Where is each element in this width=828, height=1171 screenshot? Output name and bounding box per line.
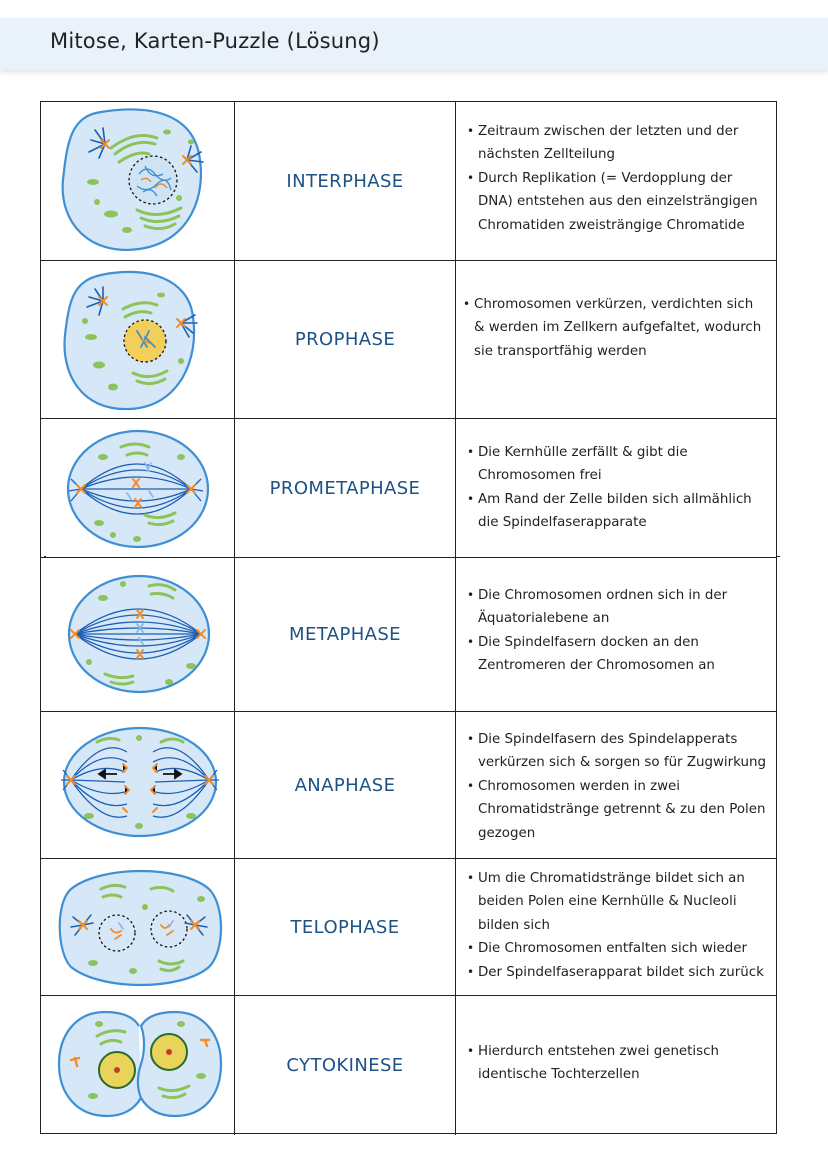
row-divider-overshoot-left: [44, 556, 46, 557]
bullet-item: • Chromosomen werden in zwei Chromatidstränge getrennt & zu den Polen gezogen: [468, 775, 766, 845]
phase-name-anaphase: ANAPHASE: [294, 774, 396, 796]
description-list: [468, 1040, 719, 1087]
phase-name-telophase: TELOPHASE: [290, 916, 400, 938]
prometaphase-illustration: [41, 419, 235, 557]
interphase-illustration: [41, 102, 235, 260]
phase-description-cell: [456, 859, 776, 995]
bullet-item: • Die Kernhülle zerfällt & gibt die Chromosomen frei: [468, 441, 752, 488]
phase-description-cell: [456, 419, 776, 557]
description-list: [464, 293, 761, 363]
page-title: Mitose, Karten-Puzzle (Lösung): [50, 29, 380, 53]
description-list: [468, 441, 752, 535]
bullet-item: • Die Spindelfasern des Spindelapperats verkürzen sich & sorgen so für Zugwirkung: [468, 728, 766, 775]
description-list: [468, 584, 727, 678]
phase-name-cell: [235, 996, 456, 1135]
table-row-anaphase: [41, 712, 776, 859]
table-row-interphase: [41, 102, 776, 261]
phase-name-metaphase: METAPHASE: [289, 624, 401, 645]
phase-name-cell: [235, 102, 456, 260]
phase-name-prometaphase: PROMETAPHASE: [269, 477, 421, 499]
table-row-metaphase: [41, 558, 776, 712]
title-banner: [0, 18, 828, 70]
bullet-item: • Hierdurch entstehen zwei genetisch identische Tochterzellen: [468, 1040, 719, 1087]
telophase-illustration: [41, 859, 235, 995]
description-list: [468, 867, 764, 984]
bullet-item: • Zeitraum zwischen der letzten und der nächsten Zellteilung: [468, 120, 758, 167]
phase-table: [40, 101, 777, 1134]
row-divider-overshoot: [776, 556, 780, 557]
table-row-prometaphase: [41, 419, 776, 558]
bullet-item: • Chromosomen verkürzen, verdichten sich & werden im Zellkern aufgefaltet, wodurch sie transportfähig werden: [464, 293, 761, 363]
table-row-cytokinese: [41, 996, 776, 1135]
phase-description-cell: [456, 996, 776, 1135]
bullet-item: • Der Spindelfaserapparat bildet sich zurück: [468, 961, 764, 984]
table-row-prophase: [41, 261, 776, 419]
phase-name-cytokinese: CYTOKINESE: [286, 1055, 404, 1076]
phase-description-cell: [456, 102, 776, 260]
description-list: [468, 120, 758, 237]
metaphase-illustration: [41, 558, 235, 711]
table-row-telophase: [41, 859, 776, 996]
bullet-item: • Am Rand der Zelle bilden sich allmählich die Spindelfaserapparate: [468, 488, 752, 535]
prophase-illustration: [41, 261, 235, 418]
anaphase-illustration: [41, 712, 235, 858]
bullet-item: • Die Chromosomen entfalten sich wieder: [468, 937, 764, 960]
phase-name-cell: [235, 712, 456, 858]
bullet-item: • Die Chromosomen ordnen sich in der Äquatorialebene an: [468, 584, 727, 631]
phase-name-interphase: INTERPHASE: [286, 170, 404, 192]
phase-description-cell: [456, 712, 776, 858]
phase-name-cell: [235, 419, 456, 557]
phase-name-cell: [235, 859, 456, 995]
bullet-item: • Um die Chromatidstränge bildet sich an beiden Polen eine Kernhülle & Nucleoli bilden sich: [468, 867, 764, 937]
bullet-item: • Die Spindelfasern docken an den Zentromeren der Chromosomen an: [468, 631, 727, 678]
phase-name-prophase: PROPHASE: [294, 329, 396, 350]
cytokinese-illustration: [41, 996, 235, 1135]
phase-description-cell: [456, 261, 776, 418]
bullet-item: • Durch Replikation (= Verdopplung der DNA) entstehen aus den einzelsträngigen Chromatiden zweisträngige Chromatide: [468, 167, 758, 237]
phase-description-cell: [456, 558, 776, 711]
phase-name-cell: [235, 261, 456, 418]
description-list: [468, 728, 766, 845]
phase-name-cell: [235, 558, 456, 711]
